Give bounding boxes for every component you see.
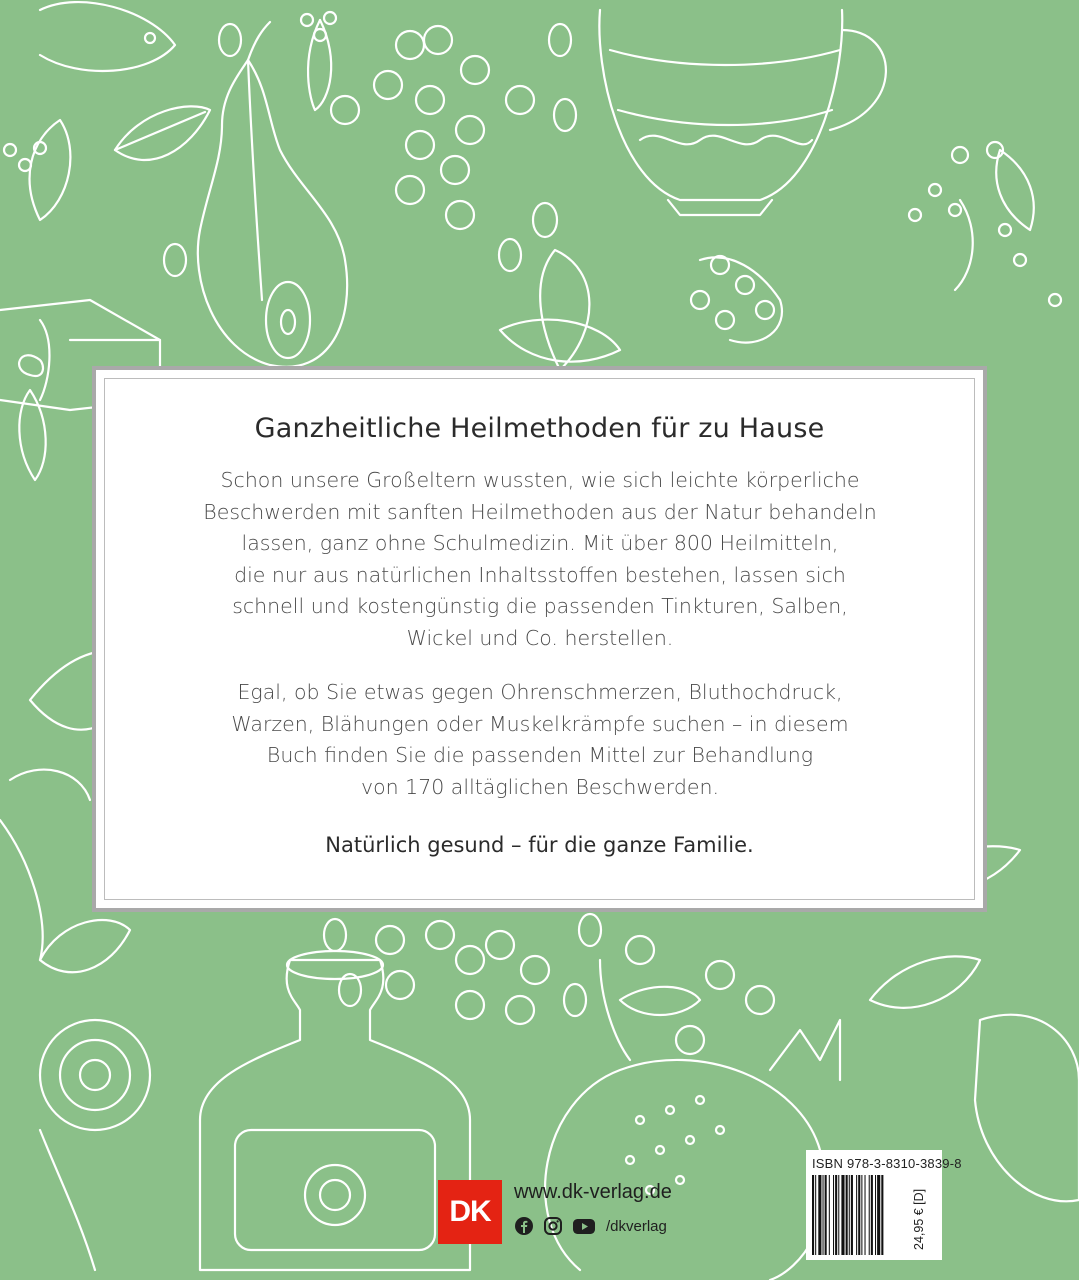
social-links bbox=[514, 1214, 667, 1238]
rose-drawing bbox=[40, 1020, 150, 1270]
barcode-bar bbox=[846, 1175, 848, 1255]
lemon-drawing bbox=[975, 1015, 1079, 1202]
paragraph-2 bbox=[140, 677, 940, 803]
barcode-bar bbox=[812, 1175, 814, 1255]
barcode-bar bbox=[858, 1175, 860, 1255]
paragraph-1-line: die nur aus natürlichen Inhaltsstoffen bestehen, lassen sich bbox=[234, 562, 846, 587]
bottle-drawing bbox=[200, 951, 470, 1270]
dk-logo: DK bbox=[438, 1180, 502, 1244]
paragraph-2-line: Buch finden Sie die passenden Mittel zur Behandlung bbox=[266, 743, 814, 767]
paragraph-2-line: von 170 alltäglichen Beschwerden. bbox=[360, 774, 720, 799]
barcode-bar bbox=[861, 1175, 862, 1255]
tagline: Natürlich gesund – für die ganze Familie. bbox=[325, 833, 754, 857]
barcode-bar bbox=[833, 1175, 834, 1255]
isbn-text: ISBN 978-3-8310-3839-8 bbox=[812, 1156, 962, 1171]
barcode-bar bbox=[851, 1175, 853, 1255]
cup-drawing bbox=[599, 10, 886, 215]
barcode-bar bbox=[838, 1175, 839, 1255]
paragraph-1-line: Beschwerden mit sanften Heilmethoden aus der Natur behandeln bbox=[203, 499, 877, 524]
barcode-bar bbox=[815, 1175, 816, 1255]
website-link[interactable]: www.dk-verlag.de bbox=[514, 1181, 672, 1203]
barcode-bar bbox=[856, 1175, 857, 1255]
paragraph-2-line: Egal, ob Sie etwas gegen Ohrenschmerzen, Bluthochdruck, bbox=[237, 680, 843, 704]
barcode-bar bbox=[869, 1175, 870, 1255]
paragraph-1-line: schnell und kostengünstig die passenden Tinkturen, Salben, bbox=[232, 594, 848, 618]
barcode-bar bbox=[865, 1175, 866, 1255]
barcode-bar bbox=[835, 1175, 837, 1255]
barcode-bar bbox=[825, 1175, 827, 1255]
barcode-bar bbox=[849, 1175, 850, 1255]
pomegranate-drawing bbox=[545, 1020, 840, 1280]
paragraph-1-line: lassen, ganz ohne Schulmedizin. Mit über 800 Heilmitteln, bbox=[241, 531, 839, 555]
barcode-bar bbox=[829, 1175, 830, 1255]
fish-drawing bbox=[40, 2, 175, 71]
pear-drawing bbox=[198, 22, 347, 367]
social-handle: /dkverlag bbox=[606, 1217, 667, 1235]
price-label: 24,95 € [D] bbox=[912, 1188, 926, 1250]
barcode-bar bbox=[823, 1175, 824, 1255]
barcode-bar bbox=[818, 1175, 821, 1255]
paragraph-1-line: Wickel und Co. herstellen. bbox=[406, 625, 674, 650]
paragraph-2-line: Warzen, Blähungen oder Muskelkrämpfe suchen – in diesem bbox=[231, 711, 849, 736]
barcode-bar bbox=[871, 1175, 873, 1255]
barcode-bar bbox=[877, 1175, 880, 1255]
barcode-bar bbox=[881, 1175, 883, 1255]
paragraph-1 bbox=[140, 465, 940, 654]
flower-drawings bbox=[4, 12, 1061, 343]
facebook-icon[interactable] bbox=[514, 1216, 534, 1236]
barcode-bar bbox=[841, 1175, 844, 1255]
barcode-icon bbox=[812, 1175, 916, 1255]
instagram-icon[interactable] bbox=[543, 1216, 563, 1236]
panel-title: Ganzheitliche Heilmethoden für zu Hause bbox=[254, 413, 825, 444]
youtube-icon[interactable] bbox=[572, 1216, 596, 1236]
paragraph-1-line: Schon unsere Großeltern wussten, wie sich leichte körperliche bbox=[220, 468, 860, 492]
barcode-bar bbox=[875, 1175, 876, 1255]
